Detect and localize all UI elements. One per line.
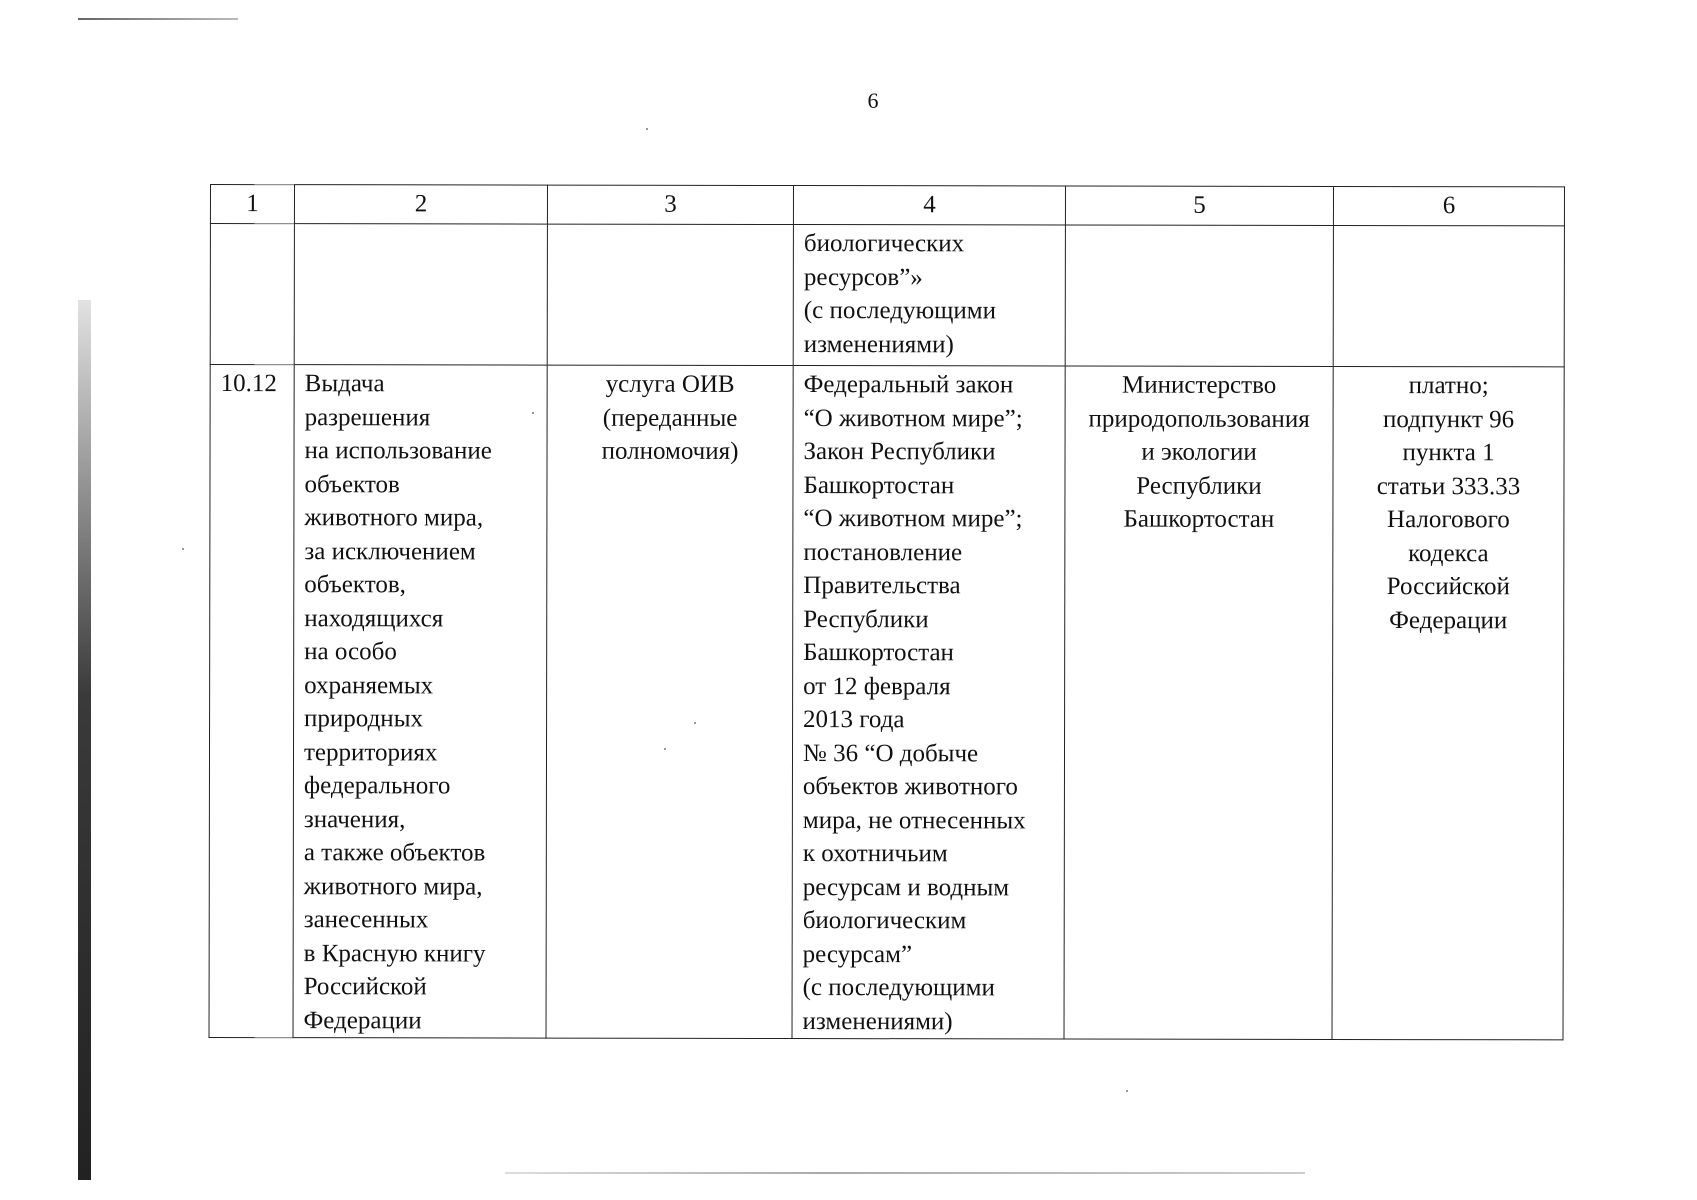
- legal-basis-continuation-cell: биологических ресурсов”» (с последующими изменениями): [793, 225, 1065, 366]
- scan-edge-top: [78, 18, 238, 20]
- table-cell: [1333, 225, 1564, 366]
- scan-edge-left: [78, 300, 91, 1180]
- column-number-header: 1: [210, 185, 294, 224]
- table-cell: [1065, 225, 1333, 366]
- item-number-cell: 10.12: [209, 365, 294, 1038]
- scan-speck: [1126, 1090, 1128, 1092]
- service-type-cell: услуга ОИВ (переданные полномочия): [546, 365, 793, 1038]
- table-row-continuation: [210, 224, 1564, 367]
- services-table: [209, 184, 1565, 1040]
- scan-edge-bottom: [505, 1172, 1305, 1174]
- column-number-header: 2: [294, 185, 547, 224]
- authority-cell: Министерство природопользования и экологии Республики Башкортостан: [1064, 366, 1333, 1039]
- table-cell: [547, 224, 793, 365]
- column-number-header: 4: [793, 186, 1065, 225]
- page-number: 6: [867, 88, 879, 113]
- column-number-header: 5: [1065, 186, 1333, 225]
- table-cell: [294, 224, 547, 365]
- service-name-cell: Выдача разрешения на использование объектов животного мира, за исключением объектов, находящихся на особо охраняемых природных территориях федерального значения, а также объектов животного мира, занесенных в Красную книгу Российской Федерации: [293, 365, 547, 1038]
- fee-cell: платно; подпункт 96 пункта 1 статьи 333.33 Налогового кодекса Российской Федерации: [1332, 366, 1564, 1039]
- table-row: [209, 365, 1564, 1040]
- scan-speck: [182, 548, 184, 550]
- column-number-header: 6: [1333, 186, 1564, 225]
- column-number-header: 3: [547, 185, 793, 224]
- scan-speck: [646, 128, 648, 130]
- legal-basis-cell: Федеральный закон “О животном мире”; Закон Республики Башкортостан “О животном мире”; постановление Правительства Республики Башкортостан от 12 февраля 2013 года № 36 “О добыче объектов животного мира, не отнесенных к охотничьим ресурсам и водным биологическим ресурсам” (с последующими изменениями): [792, 366, 1065, 1039]
- table-header-row: [210, 185, 1564, 226]
- table-cell: [210, 224, 294, 365]
